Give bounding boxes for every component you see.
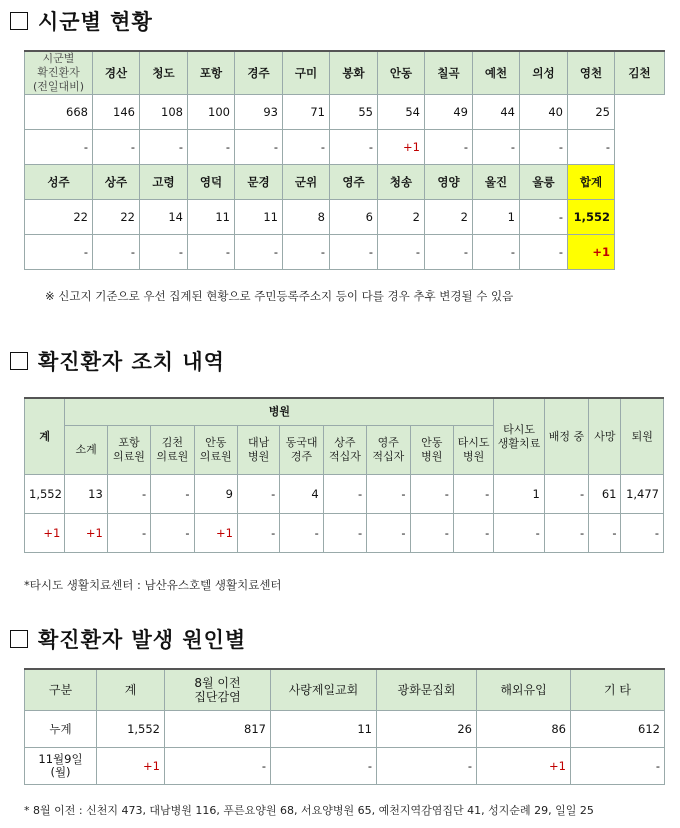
- cause-cell: +1: [97, 748, 165, 785]
- cause-cell: 26: [377, 711, 477, 748]
- city-delta: -: [140, 235, 188, 270]
- header-hospital-sub: 대남 병원: [237, 426, 279, 475]
- table-row: [25, 475, 664, 514]
- measure-cell: -: [544, 514, 588, 553]
- city-delta: -: [235, 235, 283, 270]
- city-count: 22: [25, 200, 93, 235]
- header-hospital-sub: 타시도 병원: [453, 426, 493, 475]
- table-row: [25, 200, 665, 235]
- city-delta: -: [520, 130, 568, 165]
- city-count: 40: [520, 95, 568, 130]
- city-delta: -: [25, 130, 93, 165]
- measure-cell: -: [410, 475, 453, 514]
- section-title-city: 시군별 현황: [10, 6, 153, 36]
- table-row: [25, 711, 665, 748]
- measure-cell: 13: [65, 475, 107, 514]
- table-row: [25, 514, 664, 553]
- header-hospital-sub: 상주 적십자: [323, 426, 366, 475]
- row-label: 11월9일 (월): [25, 748, 97, 785]
- measure-cell: -: [107, 514, 150, 553]
- header-hospital-sub: 동국대 경주: [280, 426, 323, 475]
- city-delta: -: [425, 235, 473, 270]
- cause-cell: 1,552: [97, 711, 165, 748]
- city-count: 108: [140, 95, 188, 130]
- cause-cell: -: [165, 748, 271, 785]
- city-delta: +1: [378, 130, 425, 165]
- city-count: 1: [473, 200, 520, 235]
- city-name: 포항: [188, 51, 235, 95]
- city-delta: -: [283, 235, 330, 270]
- cause-cell: 11: [271, 711, 377, 748]
- row-label: 누계: [25, 711, 97, 748]
- city-delta: -: [188, 235, 235, 270]
- city-delta: -: [378, 235, 425, 270]
- city-count: 49: [425, 95, 473, 130]
- city-name: 안동: [378, 51, 425, 95]
- city-count: 44: [473, 95, 520, 130]
- city-name: 칠곡: [425, 51, 473, 95]
- measure-cell: +1: [25, 514, 65, 553]
- city-count: 71: [283, 95, 330, 130]
- city-count: 2: [378, 200, 425, 235]
- city-count: 2: [425, 200, 473, 235]
- measure-cell: 4: [280, 475, 323, 514]
- city-name: 문경: [235, 165, 283, 200]
- city-note: ※ 신고지 기준으로 우선 집계된 현황으로 주민등록주소지 등이 다를 경우 추후 변경될 수 있음: [45, 289, 514, 303]
- header-hospital-sub: 안동 의료원: [194, 426, 237, 475]
- city-name: 청도: [140, 51, 188, 95]
- measure-cell: -: [323, 514, 366, 553]
- city-name: 성주: [25, 165, 93, 200]
- cause-header: 8월 이전 집단감염: [165, 669, 271, 711]
- header-hospital-sub: 영주 적십자: [367, 426, 410, 475]
- city-name: 청송: [378, 165, 425, 200]
- measure-cell: +1: [194, 514, 237, 553]
- city-delta: +1: [568, 235, 615, 270]
- checkbox-square-icon: [10, 630, 28, 648]
- city-count: 22: [93, 200, 140, 235]
- city-count: 668: [25, 95, 93, 130]
- city-count: 54: [378, 95, 425, 130]
- city-name: 영덕: [188, 165, 235, 200]
- city-count: 14: [140, 200, 188, 235]
- table-row: [25, 235, 665, 270]
- city-delta: -: [140, 130, 188, 165]
- cause-cell: 817: [165, 711, 271, 748]
- city-name: 구미: [283, 51, 330, 95]
- header-hospital: 병원: [65, 398, 494, 426]
- table-row: [25, 51, 665, 95]
- cause-cell: -: [377, 748, 477, 785]
- city-name: 상주: [93, 165, 140, 200]
- measure-cell: -: [621, 514, 664, 553]
- city-name: 의성: [520, 51, 568, 95]
- city-name: 경주: [235, 51, 283, 95]
- city-count: 146: [93, 95, 140, 130]
- header-assign: 배정 중: [544, 398, 588, 475]
- city-count: 100: [188, 95, 235, 130]
- city-delta: -: [473, 130, 520, 165]
- table-row: [25, 748, 665, 785]
- measure-cell: -: [280, 514, 323, 553]
- city-count: 93: [235, 95, 283, 130]
- city-name: 울릉: [520, 165, 568, 200]
- cause-header: 사랑제일교회: [271, 669, 377, 711]
- table-row: [25, 165, 665, 200]
- header-hospital-sub: 안동 병원: [410, 426, 453, 475]
- city-delta: -: [330, 130, 378, 165]
- measure-cell: 1,477: [621, 475, 664, 514]
- city-name: 영천: [568, 51, 615, 95]
- header-discharge: 퇴원: [621, 398, 664, 475]
- cause-header: 기 타: [571, 669, 665, 711]
- measure-cell: -: [151, 475, 194, 514]
- city-delta: -: [520, 235, 568, 270]
- city-name: 경산: [93, 51, 140, 95]
- measure-cell: -: [323, 475, 366, 514]
- measure-cell: -: [367, 514, 410, 553]
- measures-table: [24, 397, 664, 553]
- city-name: 봉화: [330, 51, 378, 95]
- header-center: 타시도 생활치료: [494, 398, 544, 475]
- causes-table: [24, 668, 665, 785]
- cause-cell: -: [571, 748, 665, 785]
- cause-header: 광화문집회: [377, 669, 477, 711]
- measure-cell: -: [494, 514, 544, 553]
- city-delta: -: [25, 235, 93, 270]
- city-name: 영주: [330, 165, 378, 200]
- measure-cell: -: [453, 475, 493, 514]
- measure-cell: -: [367, 475, 410, 514]
- causes-note: * 8월 이전 : 신천지 473, 대남병원 116, 푸른요양원 68, 서요양병원 65, 예천지역감염집단 41, 성지순례 29, 일일 25: [24, 804, 594, 817]
- header-hospital-sub: 포항 의료원: [107, 426, 150, 475]
- table-row: [25, 95, 665, 130]
- cause-cell: +1: [477, 748, 571, 785]
- header-death: 사망: [589, 398, 621, 475]
- city-status-table: [24, 50, 665, 270]
- city-count: 11: [188, 200, 235, 235]
- table-row: [25, 130, 665, 165]
- city-name: 고령: [140, 165, 188, 200]
- cause-header: 계: [97, 669, 165, 711]
- measure-cell: -: [237, 475, 279, 514]
- city-count: 25: [568, 95, 615, 130]
- city-delta: -: [235, 130, 283, 165]
- city-count: 11: [235, 200, 283, 235]
- city-delta: -: [425, 130, 473, 165]
- table-row: [25, 398, 664, 426]
- city-count: 6: [330, 200, 378, 235]
- city-delta: -: [330, 235, 378, 270]
- measure-cell: 1,552: [25, 475, 65, 514]
- city-delta: -: [93, 130, 140, 165]
- city-name: 합계: [568, 165, 615, 200]
- side-label: 시군별 확진환자 (전일대비): [25, 51, 93, 95]
- city-name: 김천: [615, 51, 665, 95]
- measure-cell: -: [237, 514, 279, 553]
- checkbox-square-icon: [10, 352, 28, 370]
- measure-cell: +1: [65, 514, 107, 553]
- header-hospital-sub: 소계: [65, 426, 107, 475]
- measure-cell: 1: [494, 475, 544, 514]
- city-delta: -: [93, 235, 140, 270]
- section-title-measures: 확진환자 조치 내역: [10, 346, 225, 376]
- header-total: 계: [25, 398, 65, 475]
- table-row: [25, 669, 665, 711]
- cause-cell: 86: [477, 711, 571, 748]
- city-delta: -: [473, 235, 520, 270]
- city-delta: -: [188, 130, 235, 165]
- cause-cell: -: [271, 748, 377, 785]
- measure-cell: 61: [589, 475, 621, 514]
- city-name: 군위: [283, 165, 330, 200]
- measures-note: *타시도 생활치료센터 : 남산유스호텔 생활치료센터: [24, 578, 282, 592]
- cause-cell: 612: [571, 711, 665, 748]
- city-delta: -: [568, 130, 615, 165]
- city-name: 영양: [425, 165, 473, 200]
- section-title-causes: 확진환자 발생 원인별: [10, 624, 246, 654]
- measure-cell: -: [410, 514, 453, 553]
- measure-cell: -: [453, 514, 493, 553]
- header-hospital-sub: 김천 의료원: [151, 426, 194, 475]
- measure-cell: 9: [194, 475, 237, 514]
- city-delta: -: [283, 130, 330, 165]
- city-name: 울진: [473, 165, 520, 200]
- city-name: 예천: [473, 51, 520, 95]
- cause-header: 해외유입: [477, 669, 571, 711]
- city-count: -: [520, 200, 568, 235]
- city-count: 1,552: [568, 200, 615, 235]
- measure-cell: -: [151, 514, 194, 553]
- checkbox-square-icon: [10, 12, 28, 30]
- city-count: 8: [283, 200, 330, 235]
- city-count: 55: [330, 95, 378, 130]
- cause-header: 구분: [25, 669, 97, 711]
- measure-cell: -: [589, 514, 621, 553]
- measure-cell: -: [544, 475, 588, 514]
- measure-cell: -: [107, 475, 150, 514]
